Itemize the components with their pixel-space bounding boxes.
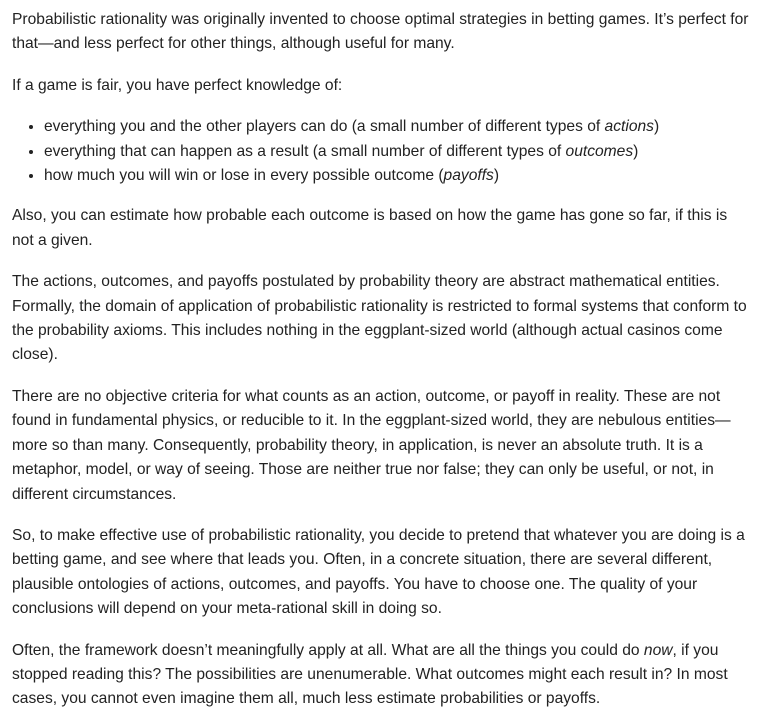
article-body	[12, 8, 753, 712]
list-item: • everything you and the other players can do (a small number of different types of actions)	[44, 115, 753, 139]
list-item: • everything that can happen as a result (a small number of different types of outcomes)	[44, 140, 753, 164]
paragraph-no-objective-criteria: There are no objective criteria for what counts as an action, outcome, or payoff in reality. These are not found in fundamental physics, or reducible to it. In the eggplant-sized world, they are nebulous entities—more so than many. Consequently, probability theory, in application, is never an absolute truth. It is a metaphor, model, or way of seeing. Those are neither true nor false; they can only be useful, or not, in different circumstances.	[12, 387, 731, 503]
term-now: now	[643, 641, 673, 659]
term-actions: actions	[604, 118, 654, 136]
paragraph-framework-inapplicable: Often, the framework doesn’t meaningfully apply at all. What are all the things you could do now, if you stopped reading this? The possibilities are unenumerable. What outcomes might each result in? In most cases, you cannot even imagine them all, much less estimate probabilities or payoffs.	[12, 641, 728, 708]
paragraph-abstract-entities: The actions, outcomes, and payoffs postulated by probability theory are abstract mathematical entities. Formally, the domain of application of probabilistic rationality is restricted to formal systems that conform to the probability axioms. This includes nothing in the eggplant-sized world (although actual casinos come close).	[12, 273, 747, 364]
paragraph-fair-game: If a game is fair, you have perfect knowledge of:	[12, 76, 343, 94]
term-outcomes: outcomes	[565, 142, 634, 160]
list-item: • how much you will win or lose in every possible outcome (payoffs)	[44, 164, 753, 188]
paragraph-pretend-betting: So, to make effective use of probabilistic rationality, you decide to pretend that whatever you are doing is a betting game, and see where that leads you. Often, in a concrete situation, there are several different, plausible ontologies of actions, outcomes, and payoffs. You have to choose one. The quality of your conclusions will depend on your meta-rational skill in doing so.	[12, 526, 745, 618]
term-payoffs: payoffs	[443, 167, 494, 185]
paragraph-intro: Probabilistic rationality was originally invented to choose optimal strategies in betting games. It’s perfect for that—and less perfect for other things, although useful for many.	[12, 11, 749, 53]
knowledge-list	[12, 115, 753, 188]
paragraph-estimate: Also, you can estimate how probable each outcome is based on how the game has gone so far, if this is not a given.	[12, 207, 728, 249]
